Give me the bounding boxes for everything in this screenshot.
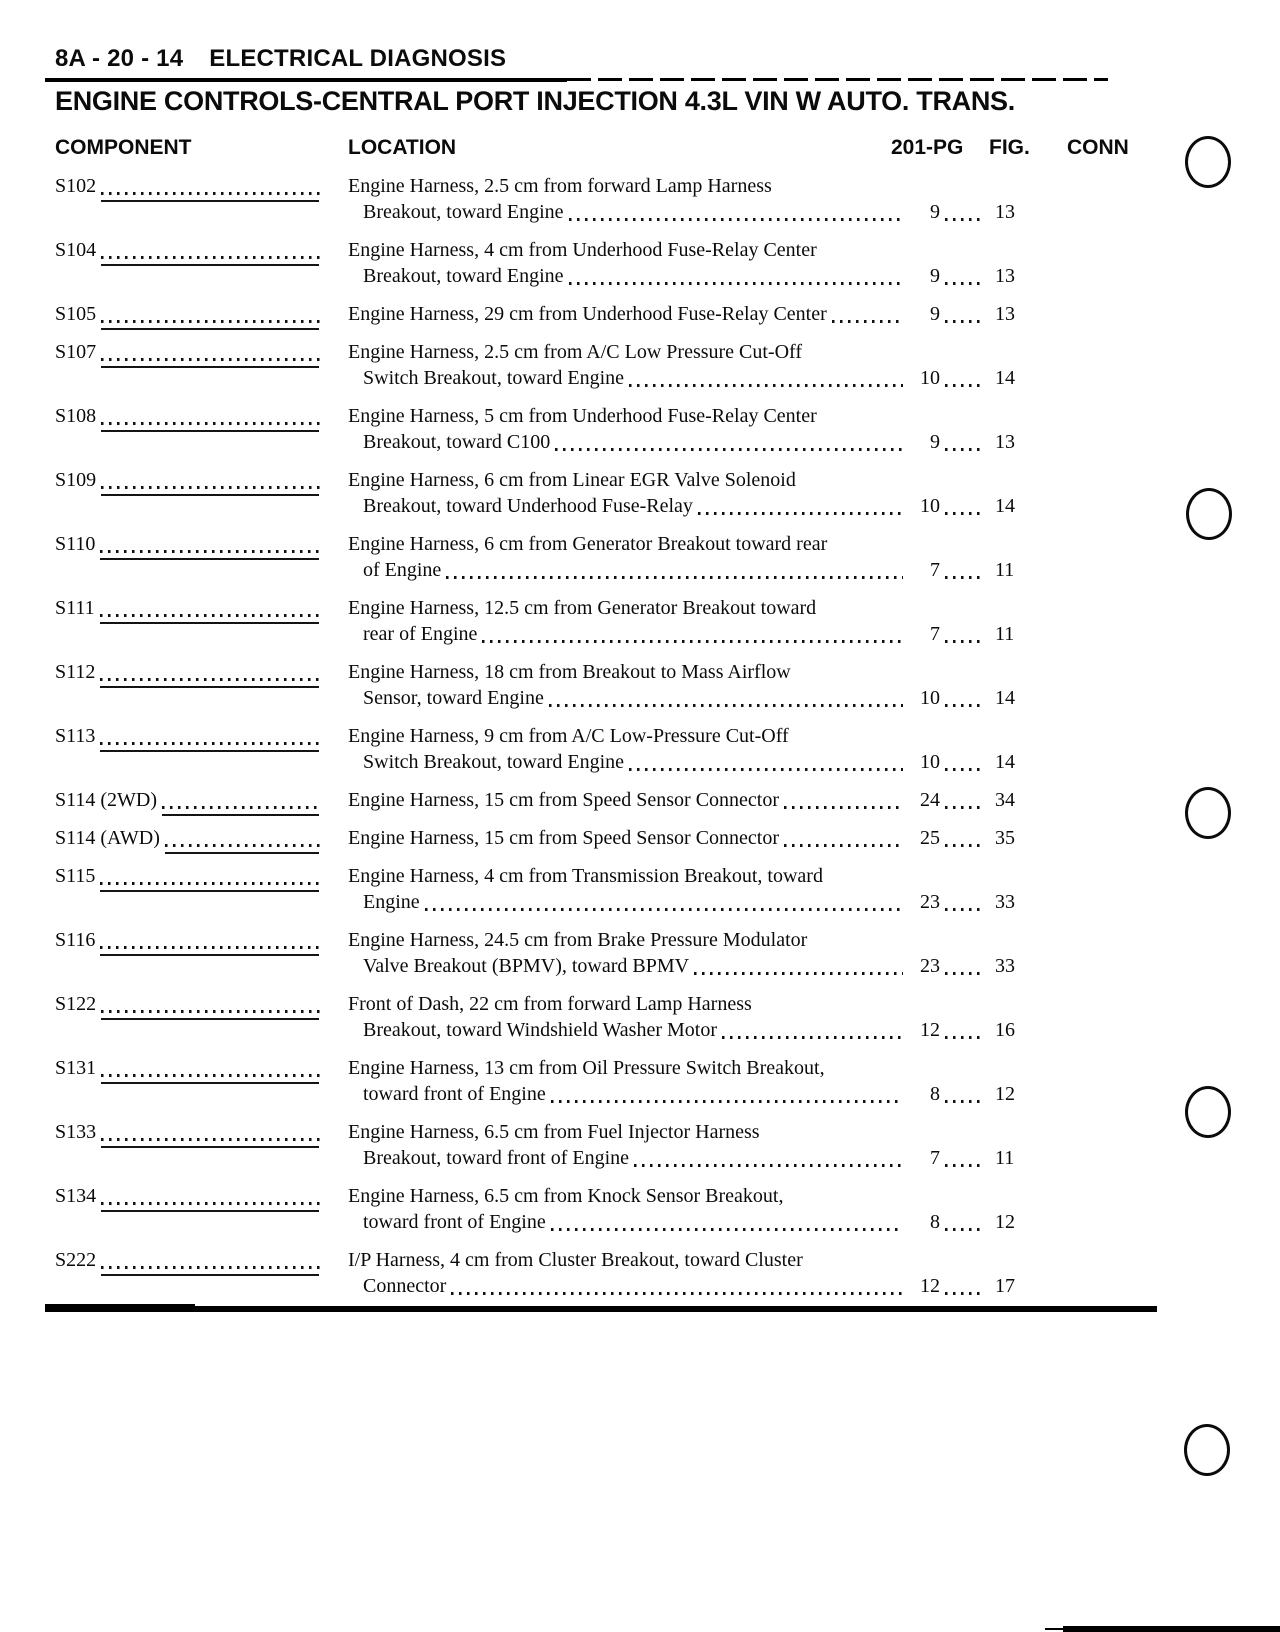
dotted-leader (101, 1010, 320, 1013)
location-last-line (348, 199, 905, 225)
dotted-leader (945, 806, 981, 809)
location-line-1: Engine Harness, 4 cm from Transmission Breakout, toward (348, 865, 823, 887)
component-id: S114 (AWD) (55, 827, 160, 849)
table-row (55, 723, 1155, 775)
location-line-2: Switch Breakout, toward Engine (363, 751, 625, 773)
column-header-component: COMPONENT (55, 136, 192, 159)
page-cell (905, 429, 983, 455)
component-cell (55, 1119, 348, 1145)
location-line-1: Engine Harness, 12.5 cm from Generator Breakout toward (348, 597, 817, 619)
page-code: 8A - 20 - 14 (55, 45, 184, 72)
location-line-1: Engine Harness, 5 cm from Underhood Fuse-Relay Center (348, 405, 817, 427)
figure-number: 13 (995, 201, 1015, 223)
dotted-leader (945, 768, 981, 771)
dotted-leader (100, 614, 320, 617)
location-last-line (348, 621, 905, 647)
component-location-table (55, 173, 1155, 1311)
location-last-line (348, 953, 905, 979)
dotted-leader (945, 282, 981, 285)
table-row (55, 787, 1155, 813)
page-cell (905, 749, 983, 775)
dotted-leader (100, 550, 320, 553)
location-cell (348, 1183, 905, 1235)
figure-number: 14 (995, 687, 1015, 709)
figure-number: 14 (995, 751, 1015, 773)
page-number: 12 (920, 1275, 940, 1297)
dotted-leader (101, 256, 320, 259)
location-last-line (348, 1209, 905, 1235)
component-id: S111 (55, 597, 95, 619)
page-cell (905, 365, 983, 391)
page-cell (905, 263, 983, 289)
location-line-2: of Engine (363, 559, 442, 581)
dotted-leader (945, 1036, 981, 1039)
dotted-leader (549, 704, 903, 707)
figure-number: 14 (995, 495, 1015, 517)
component-cell (55, 1247, 348, 1273)
location-line-2: Breakout, toward C100 (363, 431, 551, 453)
location-line-2: Breakout, toward front of Engine (363, 1147, 630, 1169)
dotted-leader (101, 320, 320, 323)
page-cell (905, 685, 983, 711)
dotted-leader (451, 1292, 903, 1295)
figure-number: 33 (995, 891, 1015, 913)
page-number: 10 (920, 495, 940, 517)
dotted-leader (101, 1074, 320, 1077)
location-line-1: Engine Harness, 18 cm from Breakout to Mass Airflow (348, 661, 791, 683)
punch-hole (1185, 1086, 1231, 1138)
location-cell (348, 991, 905, 1043)
location-cell (348, 467, 905, 519)
page-number: 7 (930, 559, 940, 581)
dotted-leader (694, 972, 903, 975)
location-cell (348, 825, 905, 851)
page-cell (905, 889, 983, 915)
dotted-leader (945, 576, 981, 579)
location-last-line (348, 429, 905, 455)
location-line-1: Engine Harness, 6.5 cm from Fuel Injector Harness (348, 1121, 760, 1143)
page-cell (905, 1017, 983, 1043)
location-line-1: Engine Harness, 2.5 cm from A/C Low Pressure Cut-Off (348, 341, 803, 363)
figure-number: 13 (995, 431, 1015, 453)
component-cell (55, 659, 348, 685)
dotted-leader (722, 1036, 903, 1039)
component-id: S113 (55, 725, 96, 747)
location-line-1: I/P Harness, 4 cm from Cluster Breakout, toward Cluster (348, 1249, 803, 1271)
location-line-2: Breakout, toward Windshield Washer Motor (363, 1019, 718, 1041)
location-last-line (348, 889, 905, 915)
component-cell (55, 863, 348, 889)
column-header-location: LOCATION (348, 136, 457, 159)
dotted-leader (945, 1228, 981, 1231)
page-cell (905, 1209, 983, 1235)
dotted-leader (698, 512, 903, 515)
location-line-1: Engine Harness, 2.5 cm from forward Lamp Harness (348, 175, 772, 197)
location-line-2: Switch Breakout, toward Engine (363, 367, 625, 389)
table-bottom-divider (45, 1306, 1157, 1312)
page-cell (905, 621, 983, 647)
dotted-leader (945, 1292, 981, 1295)
location-cell (348, 301, 905, 327)
component-cell (55, 991, 348, 1017)
page-number: 23 (920, 955, 940, 977)
component-id: S222 (55, 1249, 97, 1271)
component-cell (55, 237, 348, 263)
location-line-2: Valve Breakout (BPMV), toward BPMV (363, 955, 690, 977)
component-cell (55, 467, 348, 493)
page-corner-mark (1063, 1626, 1280, 1632)
dotted-leader (945, 320, 981, 323)
location-last-line (348, 301, 905, 327)
page-cell (905, 493, 983, 519)
location-last-line (348, 493, 905, 519)
page-cell (905, 953, 983, 979)
table-row (55, 1055, 1155, 1107)
dotted-leader (945, 704, 981, 707)
location-cell (348, 927, 905, 979)
location-last-line (348, 1017, 905, 1043)
figure-number: 16 (995, 1019, 1015, 1041)
table-row (55, 1119, 1155, 1171)
dotted-leader (162, 806, 320, 809)
table-row (55, 339, 1155, 391)
page-cell (905, 825, 983, 851)
dotted-leader (165, 844, 320, 847)
location-line-2: Breakout, toward Underhood Fuse-Relay (363, 495, 693, 517)
page-number: 7 (930, 623, 940, 645)
dotted-leader (629, 384, 903, 387)
figure-number: 33 (995, 955, 1015, 977)
dotted-leader (101, 1202, 320, 1205)
component-cell (55, 787, 348, 813)
table-row (55, 927, 1155, 979)
table-row (55, 237, 1155, 289)
page-cell (905, 1081, 983, 1107)
location-last-line (348, 1081, 905, 1107)
page-cell (905, 1145, 983, 1171)
page-number: 9 (930, 201, 940, 223)
location-line-2: Connector (363, 1275, 447, 1297)
table-row (55, 531, 1155, 583)
location-cell (348, 659, 905, 711)
page-number: 10 (920, 367, 940, 389)
dotted-leader (945, 640, 981, 643)
component-id: S122 (55, 993, 97, 1015)
location-last-line (348, 557, 905, 583)
location-last-line (348, 1273, 905, 1299)
component-cell (55, 825, 348, 851)
page-number: 7 (930, 1147, 940, 1169)
dotted-leader (100, 882, 320, 885)
column-header-conn: CONN (1067, 136, 1129, 159)
dotted-leader (100, 946, 320, 949)
table-row (55, 301, 1155, 327)
component-cell (55, 403, 348, 429)
table-row (55, 1247, 1155, 1299)
component-cell (55, 531, 348, 557)
location-cell (348, 787, 905, 813)
component-id: S115 (55, 865, 96, 887)
page-cell (905, 1273, 983, 1299)
dotted-leader (945, 512, 981, 515)
component-id: S107 (55, 341, 97, 363)
location-line-1: Engine Harness, 6.5 cm from Knock Sensor Breakout, (348, 1185, 784, 1207)
page-number: 8 (930, 1211, 940, 1233)
component-id: S131 (55, 1057, 97, 1079)
figure-number: 12 (995, 1083, 1015, 1105)
table-row (55, 991, 1155, 1043)
dotted-leader (569, 282, 904, 285)
dotted-leader (832, 320, 903, 323)
location-cell (348, 237, 905, 289)
component-id: S108 (55, 405, 97, 427)
dotted-leader (784, 806, 903, 809)
component-cell (55, 595, 348, 621)
location-last-line (348, 749, 905, 775)
dotted-leader (945, 218, 981, 221)
location-cell (348, 863, 905, 915)
table-row (55, 863, 1155, 915)
page-number: 8 (930, 1083, 940, 1105)
running-head (55, 46, 506, 72)
component-id: S116 (55, 929, 96, 951)
dotted-leader (551, 1228, 903, 1231)
page-number: 10 (920, 687, 940, 709)
dotted-leader (784, 844, 903, 847)
figure-number: 13 (995, 303, 1015, 325)
location-last-line (348, 825, 905, 851)
location-line-2: Sensor, toward Engine (363, 687, 544, 709)
dotted-leader (100, 678, 320, 681)
dotted-leader (945, 384, 981, 387)
page-number: 25 (920, 827, 940, 849)
page-number: 23 (920, 891, 940, 913)
dotted-leader (555, 448, 903, 451)
location-cell (348, 723, 905, 775)
punch-hole (1185, 136, 1231, 188)
figure-number: 13 (995, 265, 1015, 287)
table-row (55, 595, 1155, 647)
location-cell (348, 1247, 905, 1299)
page-number: 24 (920, 789, 940, 811)
figure-number: 11 (995, 1147, 1015, 1169)
dotted-leader (100, 742, 320, 745)
location-line-1: Engine Harness, 24.5 cm from Brake Pressure Modulator (348, 929, 808, 951)
table-row (55, 403, 1155, 455)
page-number: 12 (920, 1019, 940, 1041)
component-id: S104 (55, 239, 97, 261)
location-line-2: Engine Harness, 15 cm from Speed Sensor Connector (348, 827, 780, 849)
dotted-leader (101, 1266, 320, 1269)
page-number: 10 (920, 751, 940, 773)
figure-number: 34 (995, 789, 1015, 811)
dotted-leader (425, 908, 903, 911)
location-line-2: rear of Engine (363, 623, 478, 645)
dotted-leader (569, 218, 904, 221)
figure-number: 35 (995, 827, 1015, 849)
table-row (55, 659, 1155, 711)
page-number: 9 (930, 303, 940, 325)
component-id: S110 (55, 533, 96, 555)
dotted-leader (446, 576, 903, 579)
location-line-1: Engine Harness, 9 cm from A/C Low-Pressure Cut-Off (348, 725, 789, 747)
dotted-leader (551, 1100, 903, 1103)
location-last-line (348, 365, 905, 391)
dotted-leader (101, 1138, 320, 1141)
location-line-1: Engine Harness, 13 cm from Oil Pressure Switch Breakout, (348, 1057, 825, 1079)
page-title: ENGINE CONTROLS-CENTRAL PORT INJECTION 4.3L VIN W AUTO. TRANS. (55, 86, 1015, 116)
location-last-line (348, 787, 905, 813)
page-cell (905, 787, 983, 813)
component-cell (55, 301, 348, 327)
dotted-leader (482, 640, 903, 643)
location-cell (348, 1055, 905, 1107)
punch-hole (1186, 488, 1232, 540)
dotted-leader (945, 908, 981, 911)
dotted-leader (945, 1100, 981, 1103)
location-cell (348, 531, 905, 583)
dotted-leader (945, 972, 981, 975)
location-cell (348, 1119, 905, 1171)
location-line-1: Engine Harness, 6 cm from Generator Breakout toward rear (348, 533, 828, 555)
table-row (55, 173, 1155, 225)
figure-number: 14 (995, 367, 1015, 389)
location-line-1: Engine Harness, 6 cm from Linear EGR Valve Solenoid (348, 469, 796, 491)
component-id: S134 (55, 1185, 97, 1207)
figure-number: 11 (995, 559, 1015, 581)
location-line-2: Engine Harness, 15 cm from Speed Sensor Connector (348, 789, 780, 811)
component-id: S114 (2WD) (55, 789, 158, 811)
location-cell (348, 339, 905, 391)
table-column-headers (55, 136, 1205, 162)
dotted-leader (945, 1164, 981, 1167)
component-id: S105 (55, 303, 97, 325)
punch-hole (1184, 1424, 1230, 1476)
location-last-line (348, 263, 905, 289)
component-cell (55, 1183, 348, 1209)
location-line-2: Engine (363, 891, 420, 913)
punch-hole (1185, 787, 1231, 839)
page-cell (905, 199, 983, 225)
header-divider (45, 78, 1108, 83)
dotted-leader (101, 192, 320, 195)
figure-number: 12 (995, 1211, 1015, 1233)
table-row (55, 825, 1155, 851)
component-cell (55, 1055, 348, 1081)
location-cell (348, 595, 905, 647)
component-cell (55, 173, 348, 199)
table-row (55, 467, 1155, 519)
component-id: S109 (55, 469, 97, 491)
location-last-line (348, 685, 905, 711)
component-id: S133 (55, 1121, 97, 1143)
figure-number: 17 (995, 1275, 1015, 1297)
location-line-2: Breakout, toward Engine (363, 265, 564, 287)
column-header-figure: FIG. (989, 136, 1030, 159)
component-cell (55, 723, 348, 749)
component-id: S102 (55, 175, 97, 197)
location-cell (348, 173, 905, 225)
location-line-1: Front of Dash, 22 cm from forward Lamp Harness (348, 993, 752, 1015)
dotted-leader (101, 358, 320, 361)
dotted-leader (634, 1164, 903, 1167)
page-number: 9 (930, 265, 940, 287)
component-cell (55, 339, 348, 365)
location-line-2: Engine Harness, 29 cm from Underhood Fuse-Relay Center (348, 303, 827, 325)
dotted-leader (945, 844, 981, 847)
component-cell (55, 927, 348, 953)
location-line-2: toward front of Engine (363, 1211, 546, 1233)
page-cell (905, 301, 983, 327)
location-line-2: toward front of Engine (363, 1083, 546, 1105)
page-cell (905, 557, 983, 583)
component-id: S112 (55, 661, 96, 683)
location-line-2: Breakout, toward Engine (363, 201, 564, 223)
location-cell (348, 403, 905, 455)
column-header-page: 201-PG (891, 136, 964, 159)
table-row (55, 1183, 1155, 1235)
dotted-leader (629, 768, 903, 771)
figure-number: 11 (995, 623, 1015, 645)
section-title: ELECTRICAL DIAGNOSIS (209, 45, 507, 72)
location-last-line (348, 1145, 905, 1171)
dotted-leader (101, 486, 320, 489)
dotted-leader (101, 422, 320, 425)
location-line-1: Engine Harness, 4 cm from Underhood Fuse-Relay Center (348, 239, 817, 261)
page-number: 9 (930, 431, 940, 453)
dotted-leader (945, 448, 981, 451)
